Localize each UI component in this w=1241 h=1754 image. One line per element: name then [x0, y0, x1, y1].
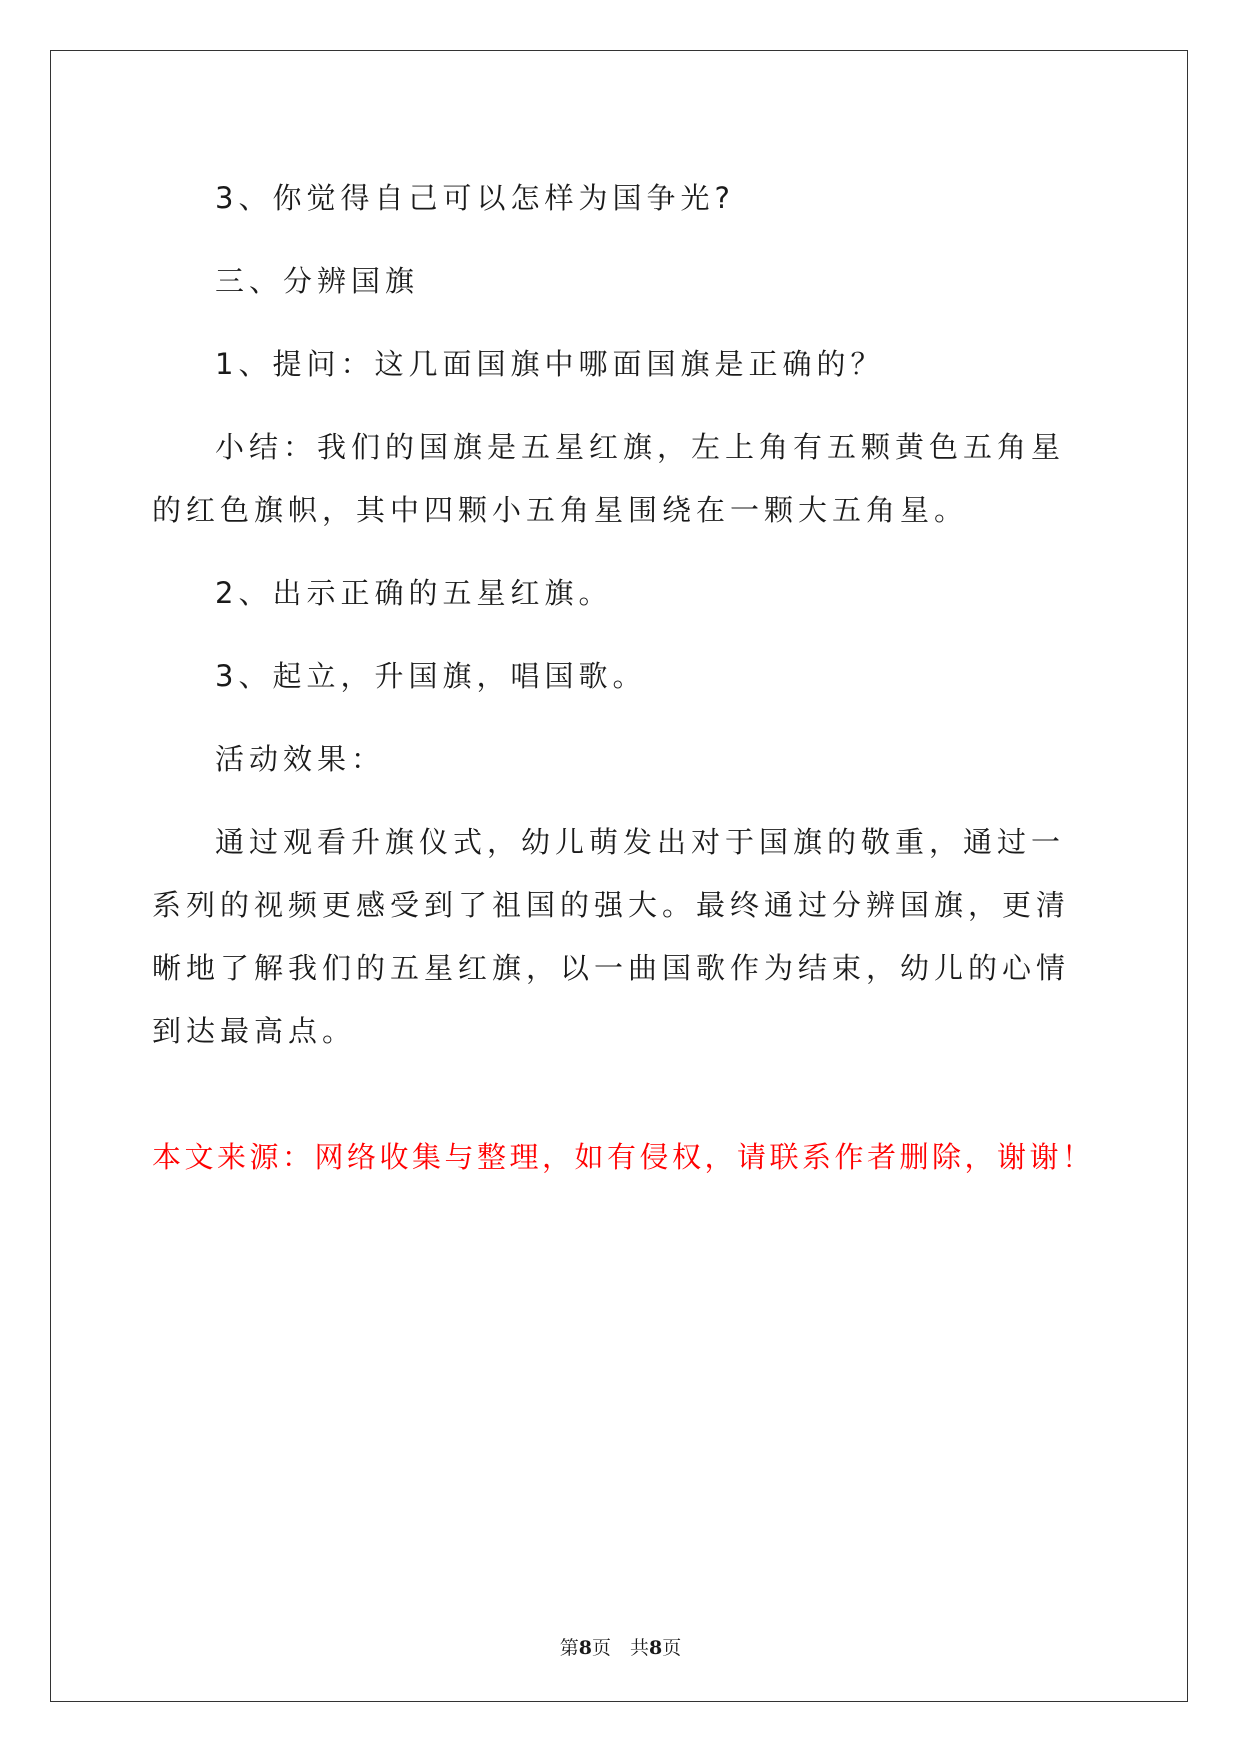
paragraph-question-1: 1、提问：这几面国旗中哪面国旗是正确的？ — [215, 347, 885, 381]
footer-total-pages: 8 — [649, 1637, 663, 1659]
paragraph-question-3: 3、你觉得自己可以怎样为国争光? — [215, 181, 735, 215]
paragraph-step-3: 3、起立，升国旗，唱国歌。 — [215, 659, 647, 693]
footer-middle: 页 共 — [591, 1637, 649, 1659]
page-footer — [0, 1633, 1241, 1660]
paragraph-step-2: 2、出示正确的五星红旗。 — [215, 576, 613, 610]
section-heading-distinguish-flag: 三、分辨国旗 — [215, 264, 420, 298]
footer-current-page: 8 — [578, 1637, 592, 1659]
footer-prefix: 第 — [559, 1637, 579, 1659]
footer-suffix: 页 — [662, 1637, 682, 1659]
activity-effect-body: 通过观看升旗仪式，幼儿萌发出对于国旗的敬重，通过一系列的视频更感受到了祖国的强大。最终通过分辨国旗，更清晰地了解我们的五星红旗，以一曲国歌作为结束，幼儿的心情到达最高点。 — [152, 825, 1071, 1048]
document-body — [152, 167, 1092, 1083]
paragraph-summary: 小结：我们的国旗是五星红旗，左上角有五颗黄色五角星的红色旗帜，其中四颗小五角星围绕在一颗大五角星。 — [152, 430, 1066, 527]
source-disclaimer: 本文来源：网络收集与整理，如有侵权，请联系作者删除，谢谢！ — [152, 1140, 1095, 1174]
activity-effect-heading: 活动效果： — [215, 742, 386, 776]
